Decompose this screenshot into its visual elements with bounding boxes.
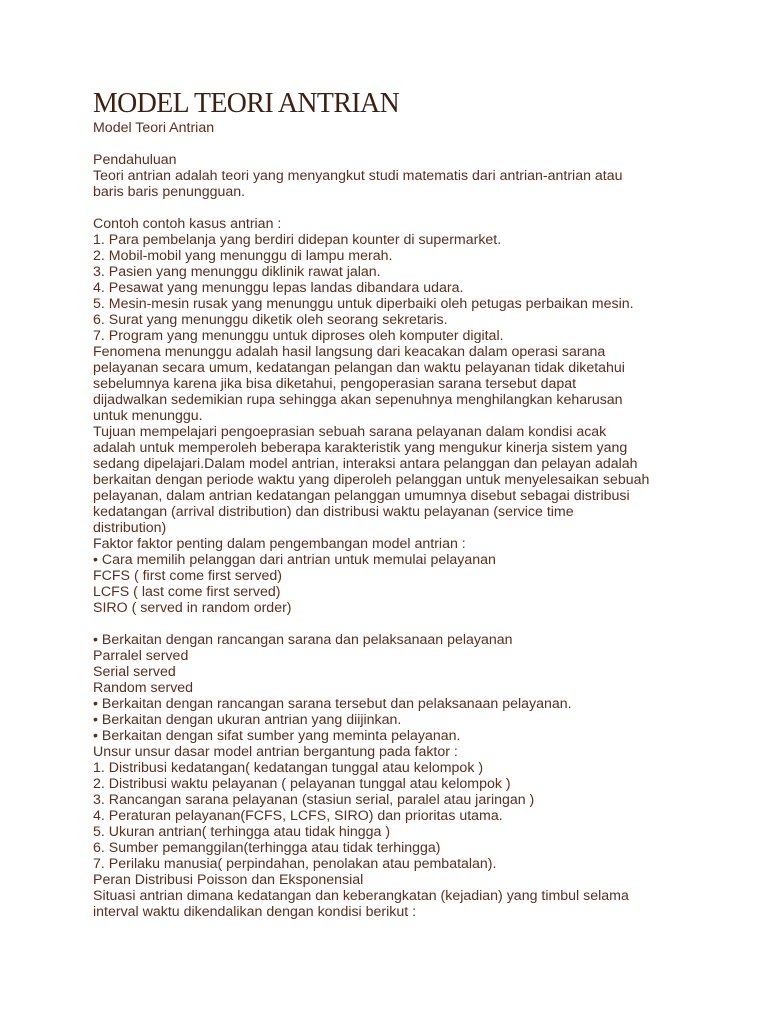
document-page <box>93 86 713 920</box>
poisson-text-line: interval waktu dikendalikan dengan kondisi berikut : <box>93 904 417 919</box>
element-item: 4. Peraturan pelayanan(FCFS, LCFS, SIRO) dan prioritas utama. <box>93 808 503 823</box>
element-item: 7. Perilaku manusia( perpindahan, penolakan atau pembatalan). <box>93 856 497 871</box>
example-item: 3. Pasien yang menunggu diklinik rawat jalan. <box>93 264 381 279</box>
purpose-line: distribution) <box>93 520 167 535</box>
factor-line: • Cara memilih pelanggan dari antrian untuk memulai pelayanan <box>93 552 496 567</box>
factor-line: Random served <box>93 680 194 695</box>
examples-heading: Contoh contoh kasus antrian : <box>93 216 282 231</box>
factor-line: FCFS ( first come first served) <box>93 568 283 583</box>
example-item: 6. Surat yang menunggu diketik oleh seorang sekretaris. <box>93 312 448 327</box>
factor-line: • Berkaitan dengan ukuran antrian yang diijinkan. <box>93 712 402 727</box>
purpose-line: adalah untuk memperoleh beberapa karakteristik yang mengukur kinerja sistem yang <box>93 440 628 455</box>
purpose-line: pelayanan, dalam antrian kedatangan pelanggan umumnya disebut sebagai distribusi <box>93 488 630 503</box>
element-item: 3. Rancangan sarana pelayanan (stasiun serial, paralel atau jaringan ) <box>93 792 535 807</box>
phenomenon-line: pelayanan secara umum, kedatangan pelangan dan waktu pelayanan tidak diketahui <box>93 360 625 375</box>
factor-line: • Berkaitan dengan rancangan sarana tersebut dan pelaksanaan pelayanan. <box>93 696 572 711</box>
factors-heading: Faktor faktor penting dalam pengembangan model antrian : <box>93 536 466 551</box>
elements-heading: Unsur unsur dasar model antrian bergantung pada faktor : <box>93 744 458 759</box>
example-item: 4. Pesawat yang menunggu lepas landas dibandara udara. <box>93 280 464 295</box>
document-subtitle: Model Teori Antrian <box>93 120 215 135</box>
blank-line <box>93 136 713 152</box>
factor-line: SIRO ( served in random order) <box>93 600 292 615</box>
example-item: 7. Program yang menunggu untuk diproses oleh komputer digital. <box>93 328 504 343</box>
purpose-line: berkaitan dengan periode waktu yang diperoleh pelanggan untuk menyelesaikan sebuah <box>93 472 650 487</box>
intro-heading: Pendahuluan <box>93 152 177 167</box>
blank-line <box>93 200 713 216</box>
example-item: 2. Mobil-mobil yang menunggu di lampu merah. <box>93 248 393 263</box>
element-item: 1. Distribusi kedatangan( kedatangan tunggal atau kelompok ) <box>93 760 484 775</box>
phenomenon-line: Fenomena menunggu adalah hasil langsung dari keacakan dalam operasi sarana <box>93 344 606 359</box>
purpose-line: Tujuan mempelajari pengoeprasian sebuah sarana pelayanan dalam kondisi acak <box>93 424 607 439</box>
factor-line: LCFS ( last come first served) <box>93 584 281 599</box>
example-item: 5. Mesin-mesin rusak yang menunggu untuk diperbaiki oleh petugas perbaikan mesin. <box>93 296 634 311</box>
purpose-line: kedatangan (arrival distribution) dan distribusi waktu pelayanan (service time <box>93 504 574 519</box>
phenomenon-line: sebelumnya karena jika bisa diketahui, pengoperasian sarana tersebut dapat <box>93 376 577 391</box>
document-title: MODEL TEORI ANTRIAN <box>93 87 400 119</box>
element-item: 5. Ukuran antrian( terhingga atau tidak hingga ) <box>93 824 391 839</box>
phenomenon-line: untuk menunggu. <box>93 408 203 423</box>
factor-line: • Berkaitan dengan sifat sumber yang meminta pelayanan. <box>93 728 461 743</box>
intro-text-line: baris baris penungguan. <box>93 184 246 199</box>
poisson-text-line: Situasi antrian dimana kedatangan dan keberangkatan (kejadian) yang timbul selama <box>93 888 629 903</box>
element-item: 6. Sumber pemanggilan(terhingga atau tidak terhingga) <box>93 840 441 855</box>
example-item: 1. Para pembelanja yang berdiri didepan kounter di supermarket. <box>93 232 502 247</box>
factor-line: Parralel served <box>93 648 189 663</box>
phenomenon-line: dijadwalkan sedemikian rupa sehingga akan sepenuhnya menghilangkan keharusan <box>93 392 623 407</box>
intro-text-line: Teori antrian adalah teori yang menyangkut studi matematis dari antrian-antrian atau <box>93 168 623 183</box>
purpose-line: sedang dipelajari.Dalam model antrian, interaksi antara pelanggan dan pelayan adalah <box>93 456 638 471</box>
element-item: 2. Distribusi waktu pelayanan ( pelayanan tunggal atau kelompok ) <box>93 776 511 791</box>
blank-line <box>93 616 713 632</box>
poisson-heading: Peran Distribusi Poisson dan Eksponensial <box>93 872 364 887</box>
factor-line: Serial served <box>93 664 176 679</box>
factor-line: • Berkaitan dengan rancangan sarana dan pelaksanaan pelayanan <box>93 632 513 647</box>
